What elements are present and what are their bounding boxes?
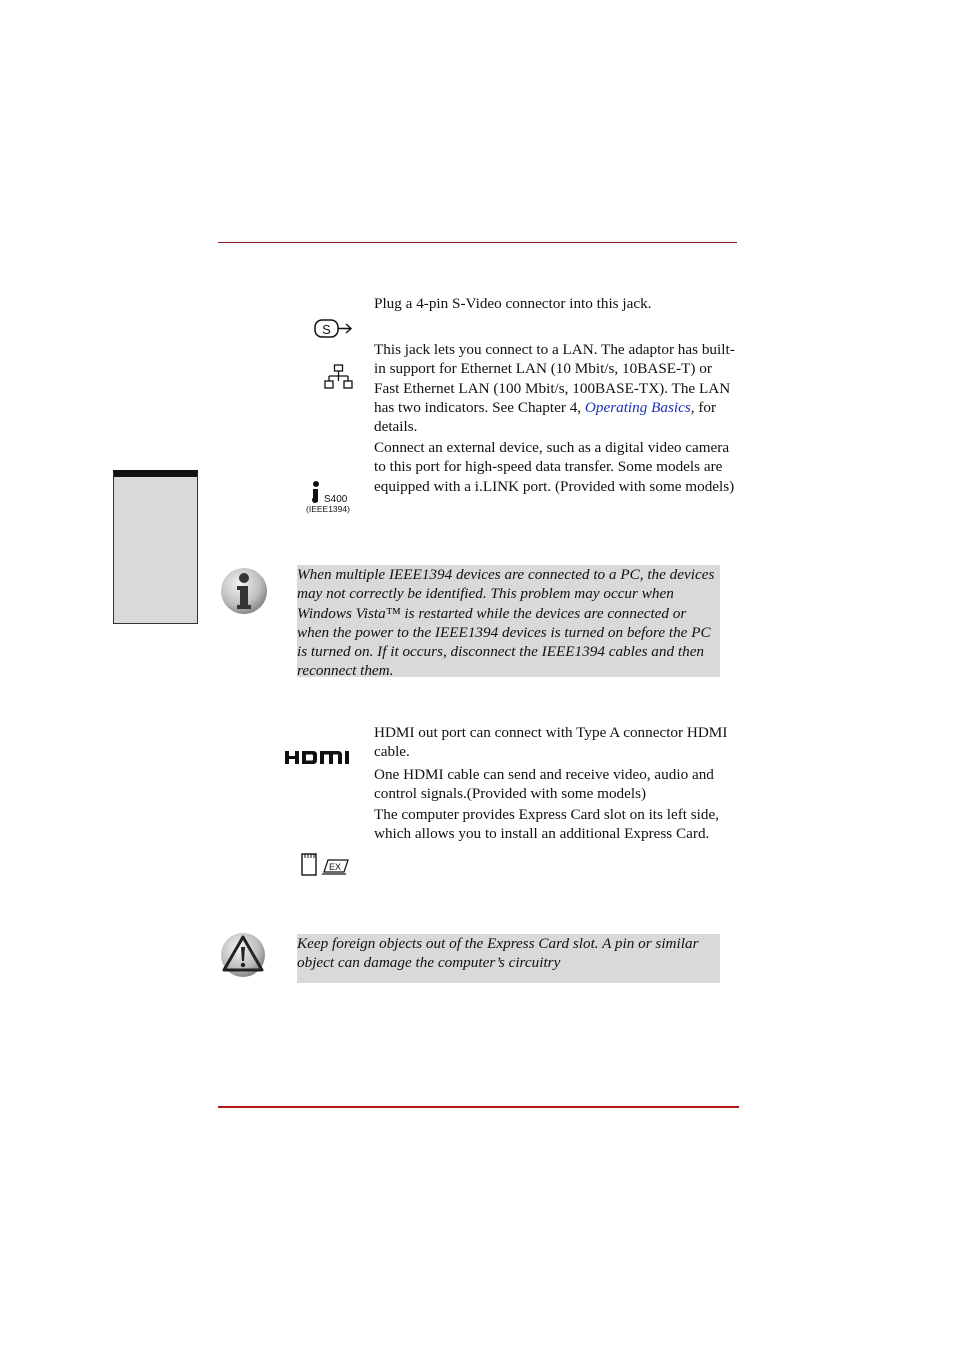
chapter-side-tab — [113, 470, 198, 624]
ieee1394-label: (IEEE1394) — [306, 504, 350, 514]
info-icon — [220, 566, 268, 616]
hdmi-description-1: HDMI out port can connect with Type A connector HDMI cable. — [374, 724, 728, 761]
ieee1394-note: When multiple IEEE1394 devices are connected to a PC, the devices may not correctly be identified. This problem may occur when Windows Vista™ is restarted while the devices are connected or when the power to the IEEE1394 devices is turned on before the PC is turned on. If it occurs, disconnect the IEEE1394 cables and then reconnect them. — [297, 565, 720, 677]
s400-label: S400 — [324, 494, 348, 505]
lan-description-tail: , for details. — [374, 398, 717, 436]
express-card-description: The computer provides Express Card slot on its left side, which allows you to install an additional Express Card. — [374, 806, 720, 843]
lan-description-text: This jack lets you connect to a LAN. The adaptor has built-in support for Ethernet LAN (10 Mbit/s, 10BASE-T) or Fast Ethernet LAN (100 Mbit/s, 100BASE-TX). The LAN has two indicators. See Chapter 4, — [374, 341, 735, 416]
warning-icon — [220, 932, 266, 978]
operating-basics-link[interactable]: Operating Basics — [584, 398, 691, 416]
s-video-icon-letter: S — [322, 322, 331, 337]
header-rule — [218, 242, 737, 243]
s-video-icon — [314, 318, 354, 340]
express-card-icon-label: EX — [329, 862, 342, 872]
i-link-icon — [304, 480, 356, 516]
hdmi-logo-icon — [285, 750, 351, 765]
express-card-caution: Keep foreign objects out of the Express Card slot. A pin or similar object can damage the computer’s circuitry — [297, 934, 720, 983]
footer-rule — [218, 1106, 739, 1108]
lan-icon — [324, 364, 354, 391]
ieee1394-description: Connect an external device, such as a digital video camera to this port for high-speed data transfer. Some models are equipped with a i.LINK port. (Provided with some models) — [374, 439, 735, 495]
lan-description — [374, 340, 739, 436]
s-video-description: Plug a 4-pin S-Video connector into this jack. — [374, 295, 652, 312]
hdmi-description-2: One HDMI cable can send and receive video, audio and control signals.(Provided with some models) — [374, 766, 714, 803]
express-card-icon — [300, 853, 350, 877]
